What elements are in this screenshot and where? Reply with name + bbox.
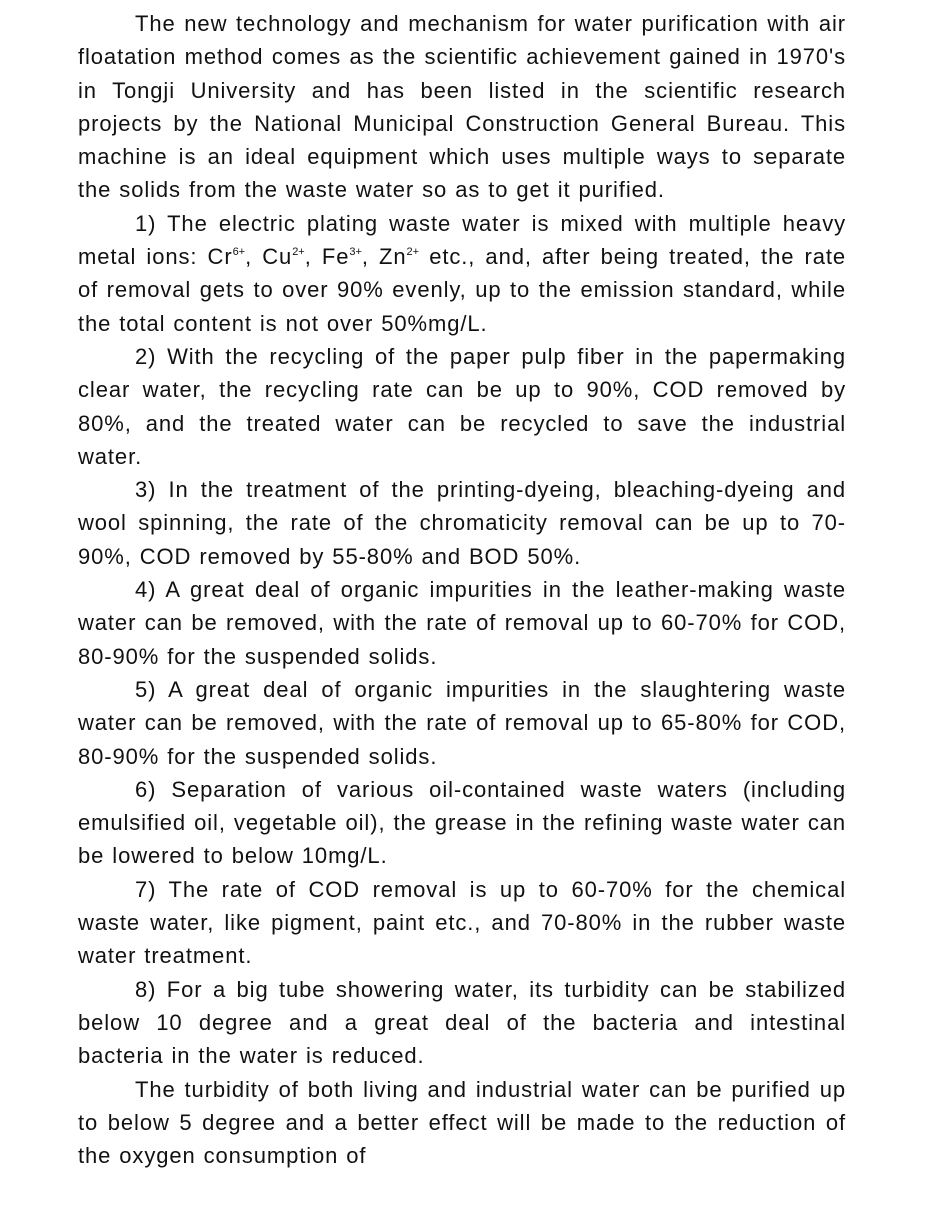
item-1-sep-2: , Fe (304, 244, 350, 270)
item-1-lead: 1) The electric plating waste water is mixed with multiple heavy metal ions: Cr (78, 210, 846, 270)
closing-paragraph: The turbidity of both living and industrial water can be purified up to below 5 degree and a better effect will be made to the reduction of the oxygen consumption of (78, 1076, 846, 1169)
copper-charge: 2+ (292, 246, 305, 259)
item-1-paragraph (78, 207, 846, 340)
item-3-paragraph: 3) In the treatment of the printing-dyeing, bleaching-dyeing and wool spinning, the rate of the chromaticity removal can be up to 70-90%, COD removed by 55-80% and BOD 50%. (78, 477, 846, 569)
body-text (78, 7, 846, 1172)
item-6-paragraph: 6) Separation of various oil-contained waste waters (including emulsified oil, vegetable oil), the grease in the refining waste water can be lowered to below 10mg/L. (78, 776, 846, 869)
item-1-tail: etc., and, after being treated, the rate of removal gets to over 90% evenly, up to the emission standard, while the total content is not over 50%mg/L. (78, 244, 846, 336)
item-1-sep-3: , Zn (361, 244, 407, 270)
item-2-paragraph: 2) With the recycling of the paper pulp fiber in the papermaking clear water, the recycling rate can be up to 90%, COD removed by 80%, and the treated water can be recycled to save the industrial water. (78, 343, 846, 469)
chromium-charge: 6+ (232, 246, 246, 259)
iron-charge: 3+ (349, 246, 362, 259)
item-4-paragraph: 4) A great deal of organic impurities in the leather-making waste water can be removed, with the rate of removal up to 60-70% for COD, 80-90% for the suspended solids. (78, 577, 846, 669)
item-8-paragraph: 8) For a big tube showering water, its turbidity can be stabilized below 10 degree and a great deal of the bacteria and intestinal bacteria in the water is reduced. (78, 976, 846, 1069)
intro-paragraph: The new technology and mechanism for water purification with air floatation method comes as the scientific achievement gained in 1970's in Tongji University and has been listed in the scientific research projects by the National Municipal Construction General Bureau. This machine is an ideal equipment which uses multiple ways to separate the solids from the waste water so as to get it purified. (78, 11, 846, 203)
zinc-charge: 2+ (406, 246, 420, 259)
item-5-paragraph: 5) A great deal of organic impurities in the slaughtering waste water can be removed, with the rate of removal up to 65-80% for COD, 80-90% for the suspended solids. (78, 676, 846, 769)
item-7-paragraph: 7) The rate of COD removal is up to 60-70% for the chemical waste water, like pigment, paint etc., and 70-80% in the rubber waste water treatment. (78, 876, 846, 969)
item-1-sep-1: , Cu (245, 244, 293, 270)
